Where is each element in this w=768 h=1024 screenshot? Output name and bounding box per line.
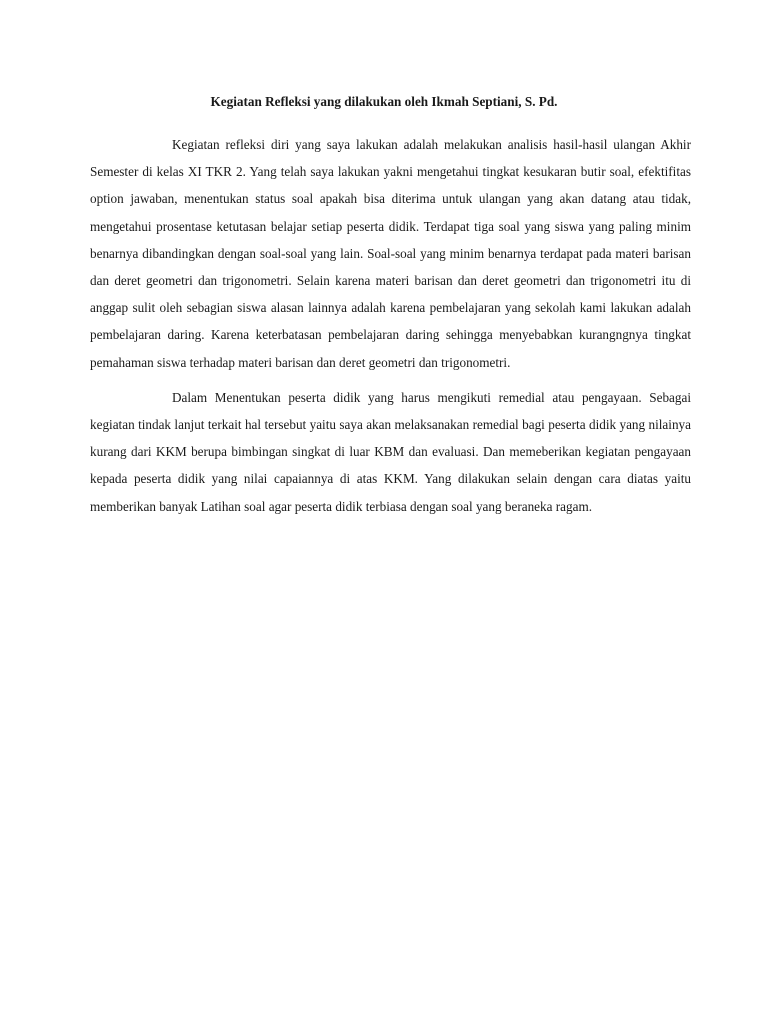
paragraph-reflection: Kegiatan refleksi diri yang saya lakukan adalah melakukan analisis hasil-hasil ulangan Akhir Semester di kelas XI TKR 2. Yang telah saya lakukan yakni mengetahui tingkat kesukaran butir soal, efektifitas option jawaban, menentukan status soal apakah bisa diterima untuk ulangan yang akan datang atau tidak, mengetahui prosentase ketutasan belajar setiap peserta didik. Terdapat tiga soal yang siswa yang paling minim benarnya dibandingkan dengan soal-soal yang lain. Soal-soal yang minim benarnya terdapat pada materi barisan dan deret geometri dan trigonometri. Selain karena materi barisan dan deret geometri dan trigonometri itu di anggap sulit oleh sebagian siswa alasan lainnya adalah karena pembelajaran yang sekolah kami lakukan adalah pembelajaran daring. Karena keterbatasan pembelajaran daring sehingga menyebabkan kurangngnya tingkat pemahaman siswa terhadap materi barisan dan deret geometri dan trigonometri. (90, 137, 691, 370)
paragraph-follow-up: Dalam Menentukan peserta didik yang harus mengikuti remedial atau pengayaan. Sebagai kegiatan tindak lanjut terkait hal tersebut yaitu saya akan melaksanakan remedial bagi peserta didik yang nilainya kurang dari KKM berupa bimbingan singkat di luar KBM dan evaluasi. Dan memeberikan kegiatan pengayaan kepada peserta didik yang nilai capaiannya di atas KKM. Yang dilakukan selain dengan cara diatas yaitu memberikan banyak Latihan soal agar peserta didik terbiasa dengan soal yang beraneka ragam. (90, 389, 691, 514)
document-title: Kegiatan Refleksi yang dilakukan oleh Ikmah Septiani, S. Pd. (210, 94, 558, 109)
document-body (90, 131, 691, 520)
